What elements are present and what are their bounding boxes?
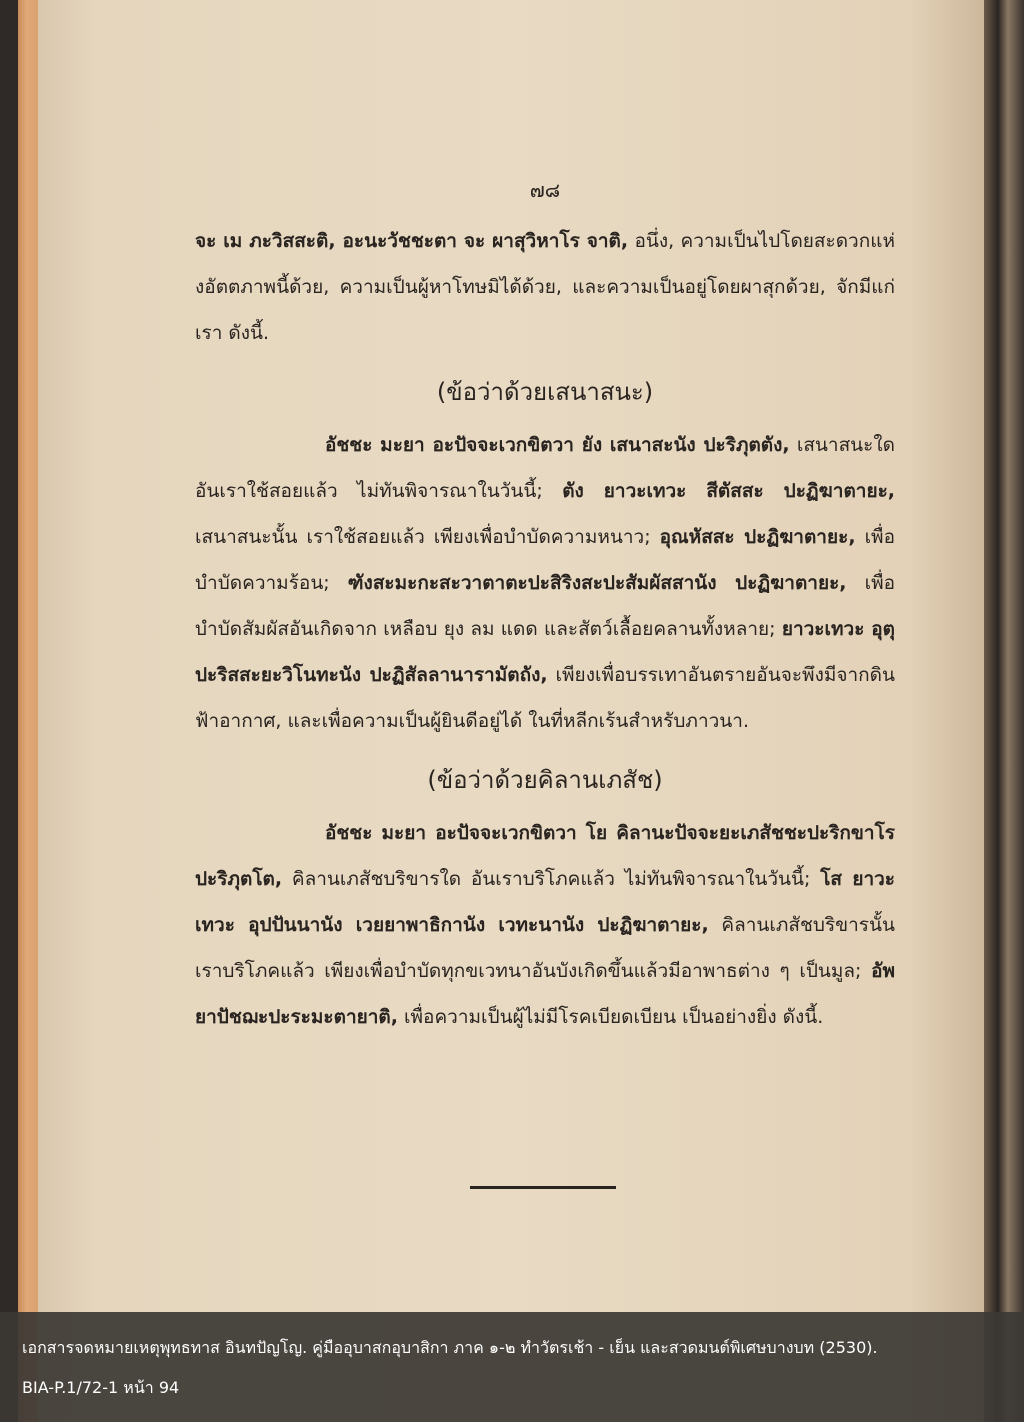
thai-text: เพื่อบำบัดความร้อน;: [195, 526, 895, 594]
page-number: ๗๘: [529, 178, 561, 202]
pali-text: อุณหัสสะ ปะฏิฆาตายะ,: [659, 526, 856, 548]
pali-text: อัพยาปัชฌะปะระมะตายาติ,: [195, 960, 895, 1028]
section-heading-medicine: (ข้อว่าด้วยคิลานเภสัช): [427, 766, 663, 794]
thai-text: คิลานเภสัชบริขารใด อันเราบริโภคแล้ว ไม่ทันพิจารณาในวันนี้;: [282, 868, 821, 890]
caption-reference: BIA-P.1/72-1 หน้า 94: [22, 1378, 180, 1397]
paragraph-lodging: [195, 422, 895, 744]
section-heading-lodging: (ข้อว่าด้วยเสนาสนะ): [436, 378, 654, 406]
pali-text: อัชชะ มะยา อะปัจจะเวกขิตวา โย คิลานะปัจจะยะเภสัชชะปะริกขาโร ปะริภุตโต,: [195, 822, 895, 890]
thai-text: เสนาสนะใด อันเราใช้สอยแล้ว ไม่ทันพิจารณาในวันนี้;: [195, 434, 895, 502]
paragraph-intro: [195, 218, 895, 356]
thai-text: เพียงเพื่อบรรเทาอันตรายอันจะพึงมีจากดินฟ้าอากาศ, และเพื่อความเป็นผู้ยินดีอยู่ได้ ในที่หลีกเร้นสำหรับภาวนา.: [195, 664, 895, 732]
paragraph-medicine: [195, 810, 895, 1040]
caption-bar: [0, 1312, 1024, 1422]
pali-text: โส ยาวะเทวะ อุปปันนานัง เวยยาพาธิกานัง เวทะนานัง ปะฏิฆาตายะ,: [195, 868, 896, 936]
page-content: [195, 170, 895, 1040]
thai-text: เสนาสนะนั้น เราใช้สอยแล้ว เพียงเพื่อบำบัดความหนาว;: [195, 526, 660, 548]
pali-text: จะ เม ภะวิสสะติ, อะนะวัชชะตา จะ ผาสุวิหาโร จาติ,: [195, 230, 629, 252]
book-spine: [984, 0, 1024, 1422]
end-rule: [470, 1186, 616, 1189]
pali-text: ฑังสะมะกะสะวาตาตะปะสิริงสะปะสัมผัสสานัง ปะฏิฆาตายะ,: [347, 572, 847, 594]
thai-text: เพื่อบำบัดสัมผัสอันเกิดจาก เหลือบ ยุง ลม แดด และสัตว์เลื้อยคลานทั้งหลาย;: [195, 572, 896, 640]
pali-text: อัชชะ มะยา อะปัจจะเวกขิตวา ยัง เสนาสะนัง ปะริภุตตัง,: [325, 434, 790, 456]
thai-text: คิลานเภสัชบริขารนั้น เราบริโภคแล้ว เพียงเพื่อบำบัดทุกขเวทนาอันบังเกิดขึ้นแล้วมีอาพาธต่าง ๆ เป็นมูล;: [195, 914, 895, 982]
pali-text: ยาวะเทวะ อุตุปะริสสะยะวิโนทะนัง ปะฏิสัลลานารามัตถัง,: [195, 618, 895, 686]
pali-text: ตัง ยาวะเทวะ สีตัสสะ ปะฏิฆาตายะ,: [562, 480, 896, 502]
thai-text: เพื่อความเป็นผู้ไม่มีโรคเบียดเบียน เป็นอย่างยิ่ง ดังนี้.: [397, 1006, 824, 1028]
page-edge: [18, 0, 40, 1422]
thai-text: อนึ่ง, ความเป็นไปโดยสะดวกแห่งอัตตภาพนี้ด้วย, ความเป็นผู้หาโทษมิได้ด้วย, และความเป็นอยู่โดยผาสุกด้วย, จักมีแก่เรา ดังนี้.: [195, 230, 895, 344]
caption-citation: เอกสารจดหมายเหตุพุทธทาส อินทปัญโญ. คู่มืออุบาสกอุบาสิกา ภาค ๑-๒ ทำวัตรเช้า - เย็น และสวดมนต์พิเศษบางบท (2530).: [22, 1338, 878, 1357]
